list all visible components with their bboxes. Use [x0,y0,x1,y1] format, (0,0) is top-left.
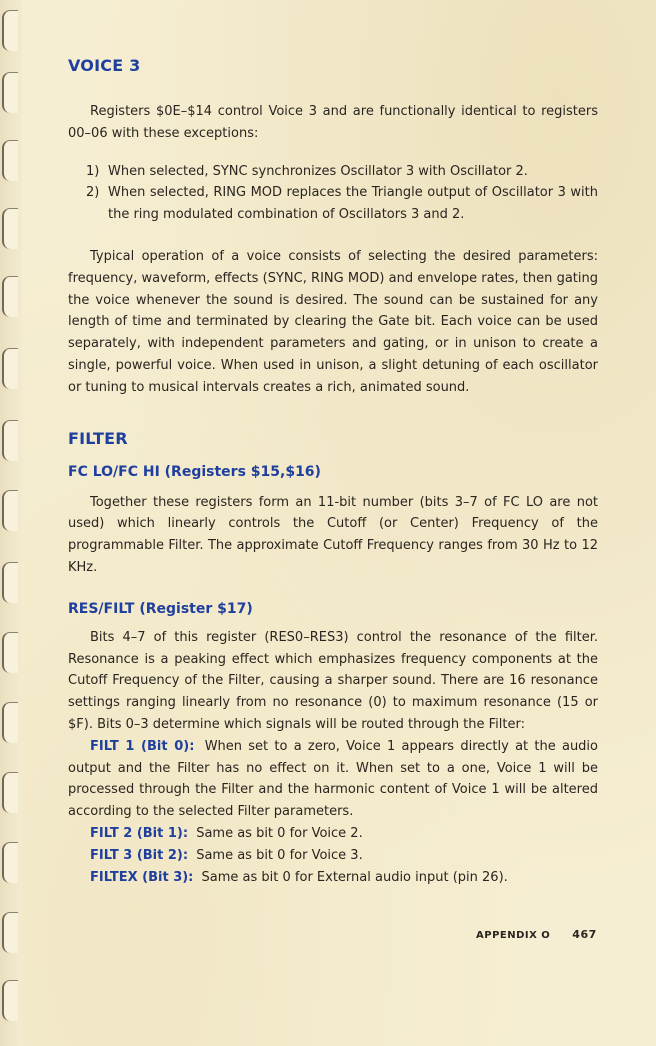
exceptions-list [68,161,598,226]
list-item-text: When selected, RING MOD replaces the Triangle output of Oscillator 3 with the ring modulated combination of Oscillators 3 and 2. [108,185,598,223]
binding-hole [2,842,18,883]
filter-heading: FILTER [68,428,128,448]
binding-hole [2,632,18,673]
fc-subheading: FC LO/FC HI (Registers $15,$16) [68,463,321,480]
binding-hole [2,140,18,181]
binding-hole [2,420,18,461]
binding-hole [2,208,18,249]
binding-hole [2,490,18,531]
voice3-intro: Registers $0E–$14 control Voice 3 and are functionally identical to registers 00–06 with these exceptions: [68,104,598,141]
list-item-number: 2) [86,185,100,201]
voice3-typical-operation: Typical operation of a voice consists of selecting the desired parameters: frequency, waveform, effects (SYNC, RING MOD) and envelope rates, then gating the voice whenever the sound is desired. The sound can be sustained for any length of time and terminated by clearing the Gate bit. Each voice can be used separately, with independent parameters and gating, or in unison to create a single, powerful voice. When used in unison, a slight detuning of each oscillator or tuning to musical intervals creates a rich, animated sound. [68,248,598,395]
binding-hole [2,772,18,813]
list-item-number: 1) [86,163,100,179]
res-subheading: RES/FILT (Register $17) [68,600,253,617]
filt3-entry [68,845,598,867]
binding-hole [2,562,18,603]
binding-hole [2,276,18,317]
binding-hole [2,72,18,113]
filtex-entry [68,867,598,889]
voice3-heading: VOICE 3 [68,56,141,75]
list-item [68,182,598,226]
filt2-entry [68,823,598,845]
binding-hole [2,348,18,389]
filt1-entry [68,736,598,823]
filt3-text: Same as bit 0 for Voice 3. [196,847,363,863]
filtex-label: FILTEX (Bit 3): [90,869,194,885]
list-item-text: When selected, SYNC synchronizes Oscillator 3 with Oscillator 2. [108,163,528,179]
binding-hole [2,10,18,51]
binding-hole [2,980,18,1021]
document-page [68,56,598,888]
filt3-label: FILT 3 (Bit 2): [90,847,189,863]
filt2-label: FILT 2 (Bit 1): [90,825,189,841]
filt1-label: FILT 1 (Bit 0): [90,738,195,754]
filt1-text: When set to a zero, Voice 1 appears directly at the audio output and the Filter has no effect on it. When set to a one, Voice 1 will be processed through the Filter and the harmonic content of Voice 1 will be altered according to the selected Filter parameters. [68,738,598,820]
page-number: 467 [572,928,597,941]
res-paragraph: Bits 4–7 of this register (RES0–RES3) control the resonance of the filter. Resonance is a peaking effect which emphasizes frequency components at the Cutoff Frequency of the Filter, causing a sharper sound. There are 16 resonance settings ranging linearly from no resonance (0) to maximum resonance (15 or $F). Bits 0–3 determine which signals will be routed through the Filter: [68,629,598,732]
filtex-text: Same as bit 0 for External audio input (pin 26). [201,869,508,885]
page-footer [476,928,597,941]
binding-edge [0,0,22,1046]
filt2-text: Same as bit 0 for Voice 2. [196,825,363,841]
binding-hole [2,912,18,953]
footer-section: APPENDIX O [476,930,551,941]
binding-hole [2,702,18,743]
fc-paragraph: Together these registers form an 11-bit number (bits 3–7 of FC LO are not used) which linearly controls the Cutoff (or Center) Frequency of the programmable Filter. The approximate Cutoff Frequency ranges from 30 Hz to 12 KHz. [68,494,598,575]
list-item [68,161,598,183]
